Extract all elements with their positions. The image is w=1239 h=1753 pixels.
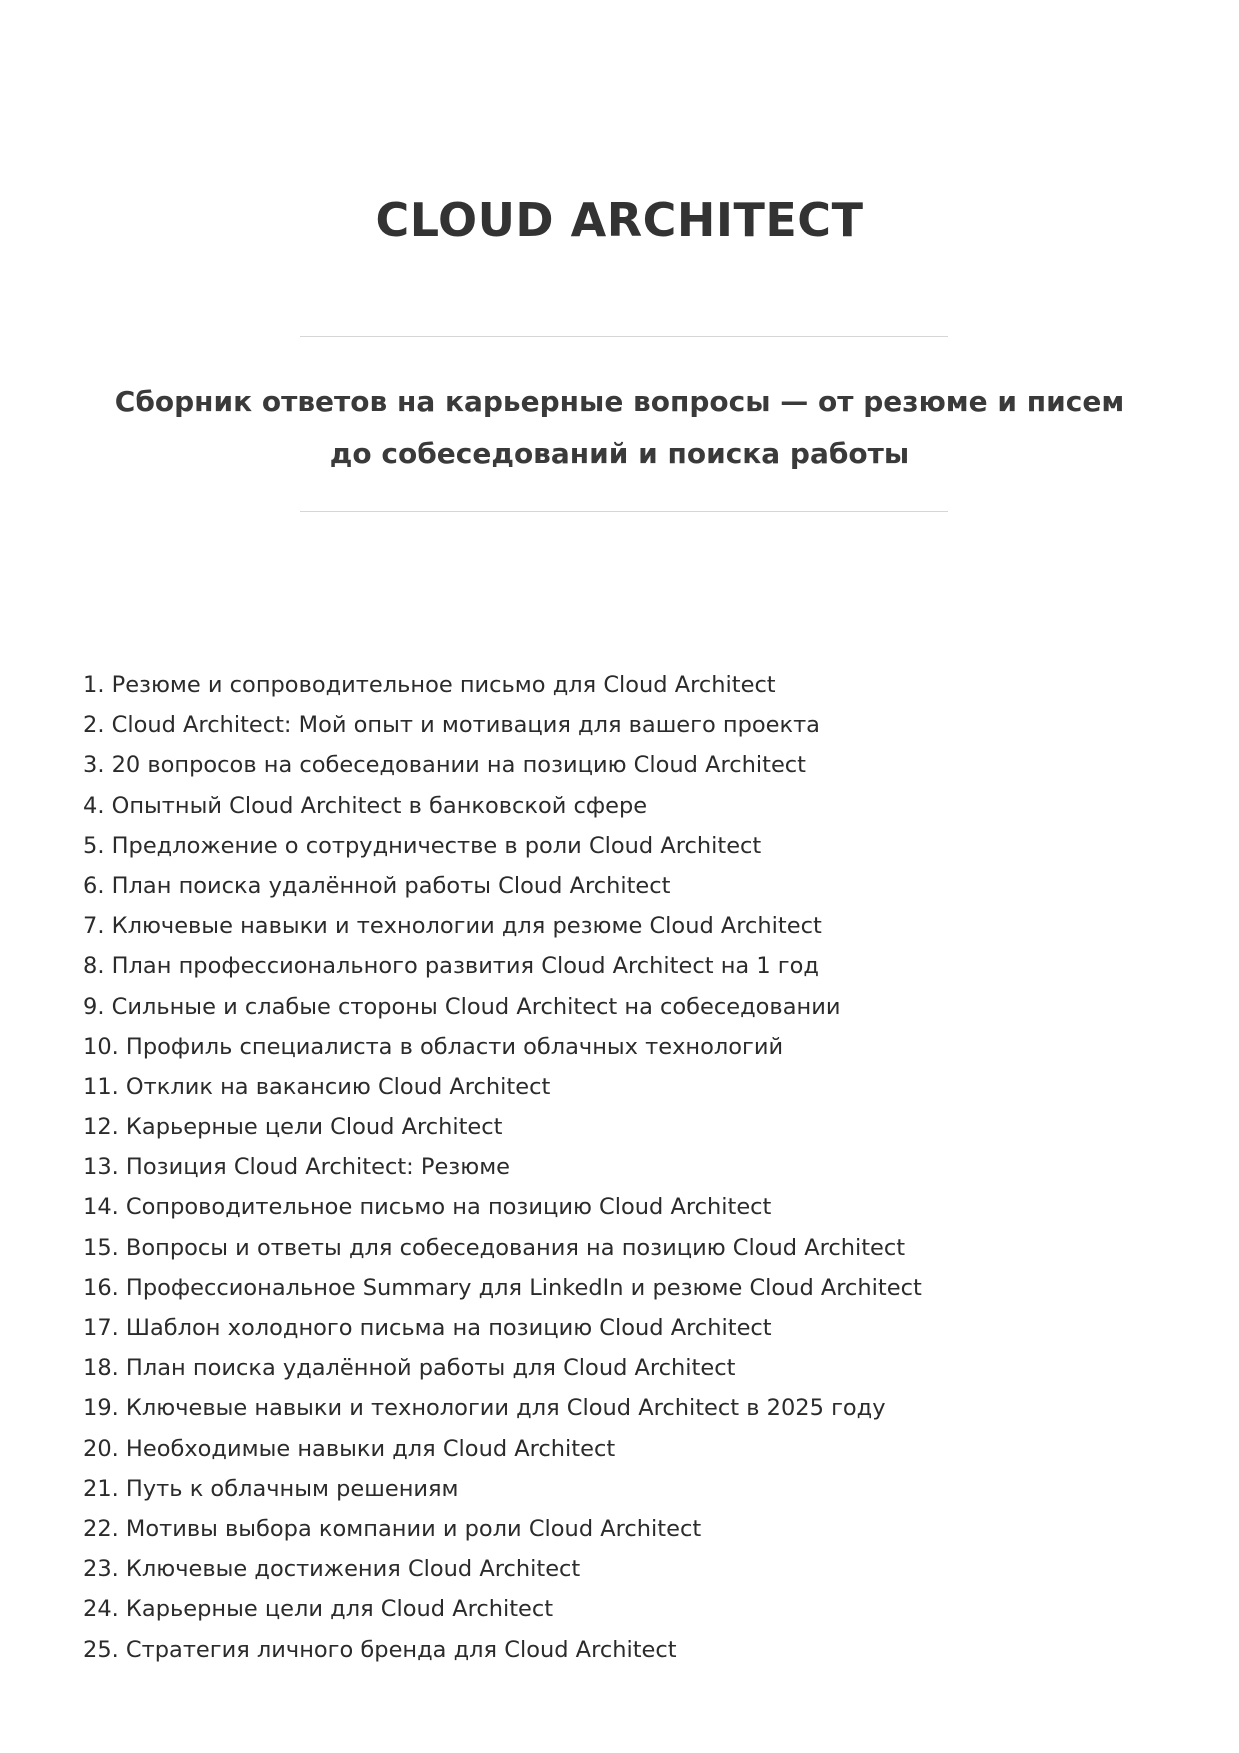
document-title: CLOUD ARCHITECT: [375, 193, 864, 247]
toc-item: 2. Cloud Architect: Мой опыт и мотивация для вашего проекта: [83, 712, 820, 739]
toc-item: 10. Профиль специалиста в области облачных технологий: [83, 1033, 784, 1060]
toc-item: 3. 20 вопросов на собеседовании на позицию Cloud Architect: [83, 752, 806, 779]
toc-item: 11. Отклик на вакансию Cloud Architect: [83, 1073, 551, 1100]
table-of-contents: [83, 665, 1143, 1670]
toc-item: 17. Шаблон холодного письма на позицию Cloud Architect: [83, 1315, 772, 1341]
toc-item: 4. Опытный Cloud Architect в банковской сфере: [83, 792, 648, 819]
toc-item: 7. Ключевые навыки и технологии для резюме Cloud Architect: [83, 913, 822, 940]
toc-item: 13. Позиция Cloud Architect: Резюме: [83, 1154, 511, 1181]
toc-item: 18. План поиска удалённой работы для Cloud Architect: [83, 1355, 736, 1382]
toc-item: 23. Ключевые достижения Cloud Architect: [83, 1556, 581, 1583]
toc-item: 8. План профессионального развития Cloud Architect на 1 год: [83, 953, 819, 980]
toc-item: 20. Необходимые навыки для Cloud Architect: [83, 1435, 616, 1462]
toc-item: 6. План поиска удалённой работы Cloud Architect: [83, 872, 671, 899]
toc-item: 9. Сильные и слабые стороны Cloud Architect на собеседовании: [83, 993, 841, 1020]
toc-item: 15. Вопросы и ответы для собеседования на позицию Cloud Architect: [83, 1234, 906, 1261]
toc-item: 19. Ключевые навыки и технологии для Cloud Architect в 2025 году: [83, 1395, 886, 1422]
toc-item: 16. Профессиональное Summary для LinkedIn и резюме Cloud Architect: [83, 1274, 922, 1301]
toc-item: 5. Предложение о сотрудничестве в роли Cloud Architect: [83, 832, 762, 859]
toc-item: 1. Резюме и сопроводительное письмо для Cloud Architect: [83, 672, 776, 698]
toc-item: 24. Карьерные цели для Cloud Architect: [83, 1596, 554, 1623]
toc-item: 21. Путь к облачным решениям: [83, 1475, 459, 1502]
toc-item: 22. Мотивы выбора компании и роли Cloud Architect: [83, 1515, 702, 1542]
toc-item: 12. Карьерные цели Cloud Architect: [83, 1114, 503, 1141]
toc-item: 25. Стратегия личного бренда для Cloud Architect: [83, 1636, 677, 1663]
toc-item: 14. Сопроводительное письмо на позицию Cloud Architect: [83, 1194, 772, 1221]
subtitle-divider: [300, 511, 948, 512]
document-subtitle: Сборник ответов на карьерные вопросы — от резюме и писем до собеседований и поиска работы: [114, 385, 1125, 470]
title-divider: [300, 336, 948, 337]
